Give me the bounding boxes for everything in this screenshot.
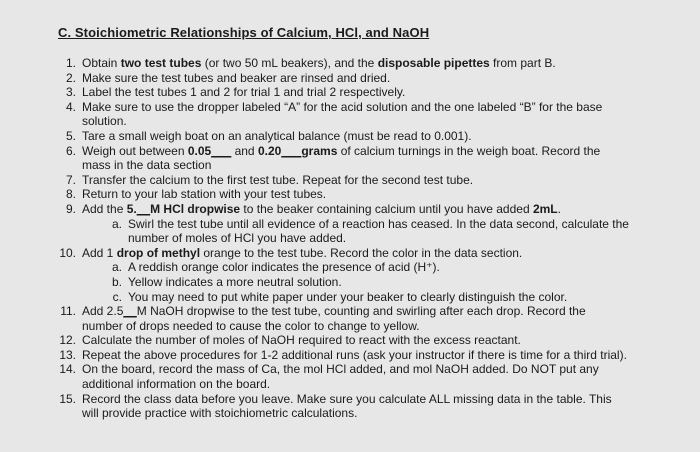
step-number: 7. (65, 172, 76, 187)
substep-9a: a. Swirl the test tube until all evidence of a reaction has ceased. In the data second, calculate the number of moles of HCl you have added. (82, 217, 674, 246)
step-1: 1. Obtain two test tubes (or two 50 mL beakers), and the disposable pipettes from part B. (54, 56, 674, 71)
substep-letter: a. (111, 216, 122, 231)
step-number: 1. (65, 56, 76, 70)
step-15: 15. Record the class data before you leave. Make sure you calculate ALL missing data in the table. This will provide practice with stoichiometric calculations. (54, 392, 674, 421)
substep-10b: b. Yellow indicates a more neutral solution. (82, 275, 674, 290)
substep-list (82, 217, 674, 246)
step-10: 10. Add 1 drop of methyl orange to the test tube. Record the color in the data section. a. A reddish orange color indicates the presence of acid (H⁺). b. Yellow indicates a more neutral solution. c. You may need to put white paper under your beaker to clearly distinguish the color. (54, 246, 674, 304)
step-number: 2. (65, 70, 76, 85)
step-5: 5. Tare a small weigh boat on an analytical balance (must be read to 0.001). (54, 129, 674, 144)
substep-10a: a. A reddish orange color indicates the presence of acid (H⁺). (82, 260, 674, 275)
step-2: 2. Make sure the test tubes and beaker are rinsed and dried. (54, 71, 674, 86)
step-number: 11. (60, 304, 76, 319)
step-number: 12. (59, 333, 76, 348)
step-number: 13. (59, 347, 76, 362)
substep-letter: a. (111, 260, 122, 275)
step-6: 6. Weigh out between 0.05___ and 0.20___grams of calcium turnings in the weigh boat. Record the mass in the data section (54, 144, 674, 173)
step-14: 14. On the board, record the mass of Ca, the mol HCl added, and mol NaOH added. Do NOT put any additional information on the board. (54, 362, 674, 391)
step-number: 4. (65, 99, 76, 114)
step-number: 6. (65, 143, 76, 158)
step-8: 8. Return to your lab station with your test tubes. (54, 187, 674, 202)
procedure-list (54, 56, 674, 421)
step-7: 7. Transfer the calcium to the first test tube. Repeat for the second test tube. (54, 173, 674, 188)
step-12: 12. Calculate the number of moles of NaOH required to react with the excess reactant. (54, 333, 674, 348)
section-title: C. Stoichiometric Relationships of Calcium, HCl, and NaOH (58, 25, 430, 40)
step-number: 5. (65, 128, 76, 143)
step-4: 4. Make sure to use the dropper labeled “A” for the acid solution and the one labeled “B” for the base solution. (54, 100, 674, 129)
step-number: 9. (65, 201, 76, 216)
step-number: 3. (65, 85, 76, 100)
substep-letter: c. (112, 289, 122, 304)
step-11: 11. Add 2.5__M NaOH dropwise to the test tube, counting and swirling after each drop. Record the number of drops needed to cause the color to change to yellow. (54, 304, 674, 333)
step-13: 13. Repeat the above procedures for 1-2 additional runs (ask your instructor if there is time for a third trial). (54, 348, 674, 363)
step-number: 8. (65, 187, 76, 202)
substep-list (82, 260, 674, 304)
step-number: 10. (59, 245, 76, 260)
step-9: 9. Add the 5.__M HCl dropwise to the beaker containing calcium until you have added 2mL. a. Swirl the test tube until all evidence of a reaction has ceased. In the data second, calculate the number of moles of HCl you have added. (54, 202, 674, 246)
step-number: 15. (59, 391, 76, 406)
substep-10c: c. You may need to put white paper under your beaker to clearly distinguish the color. (82, 290, 674, 305)
step-number: 14. (59, 362, 76, 377)
substep-letter: b. (111, 274, 122, 289)
step-3: 3. Label the test tubes 1 and 2 for trial 1 and trial 2 respectively. (54, 85, 674, 100)
